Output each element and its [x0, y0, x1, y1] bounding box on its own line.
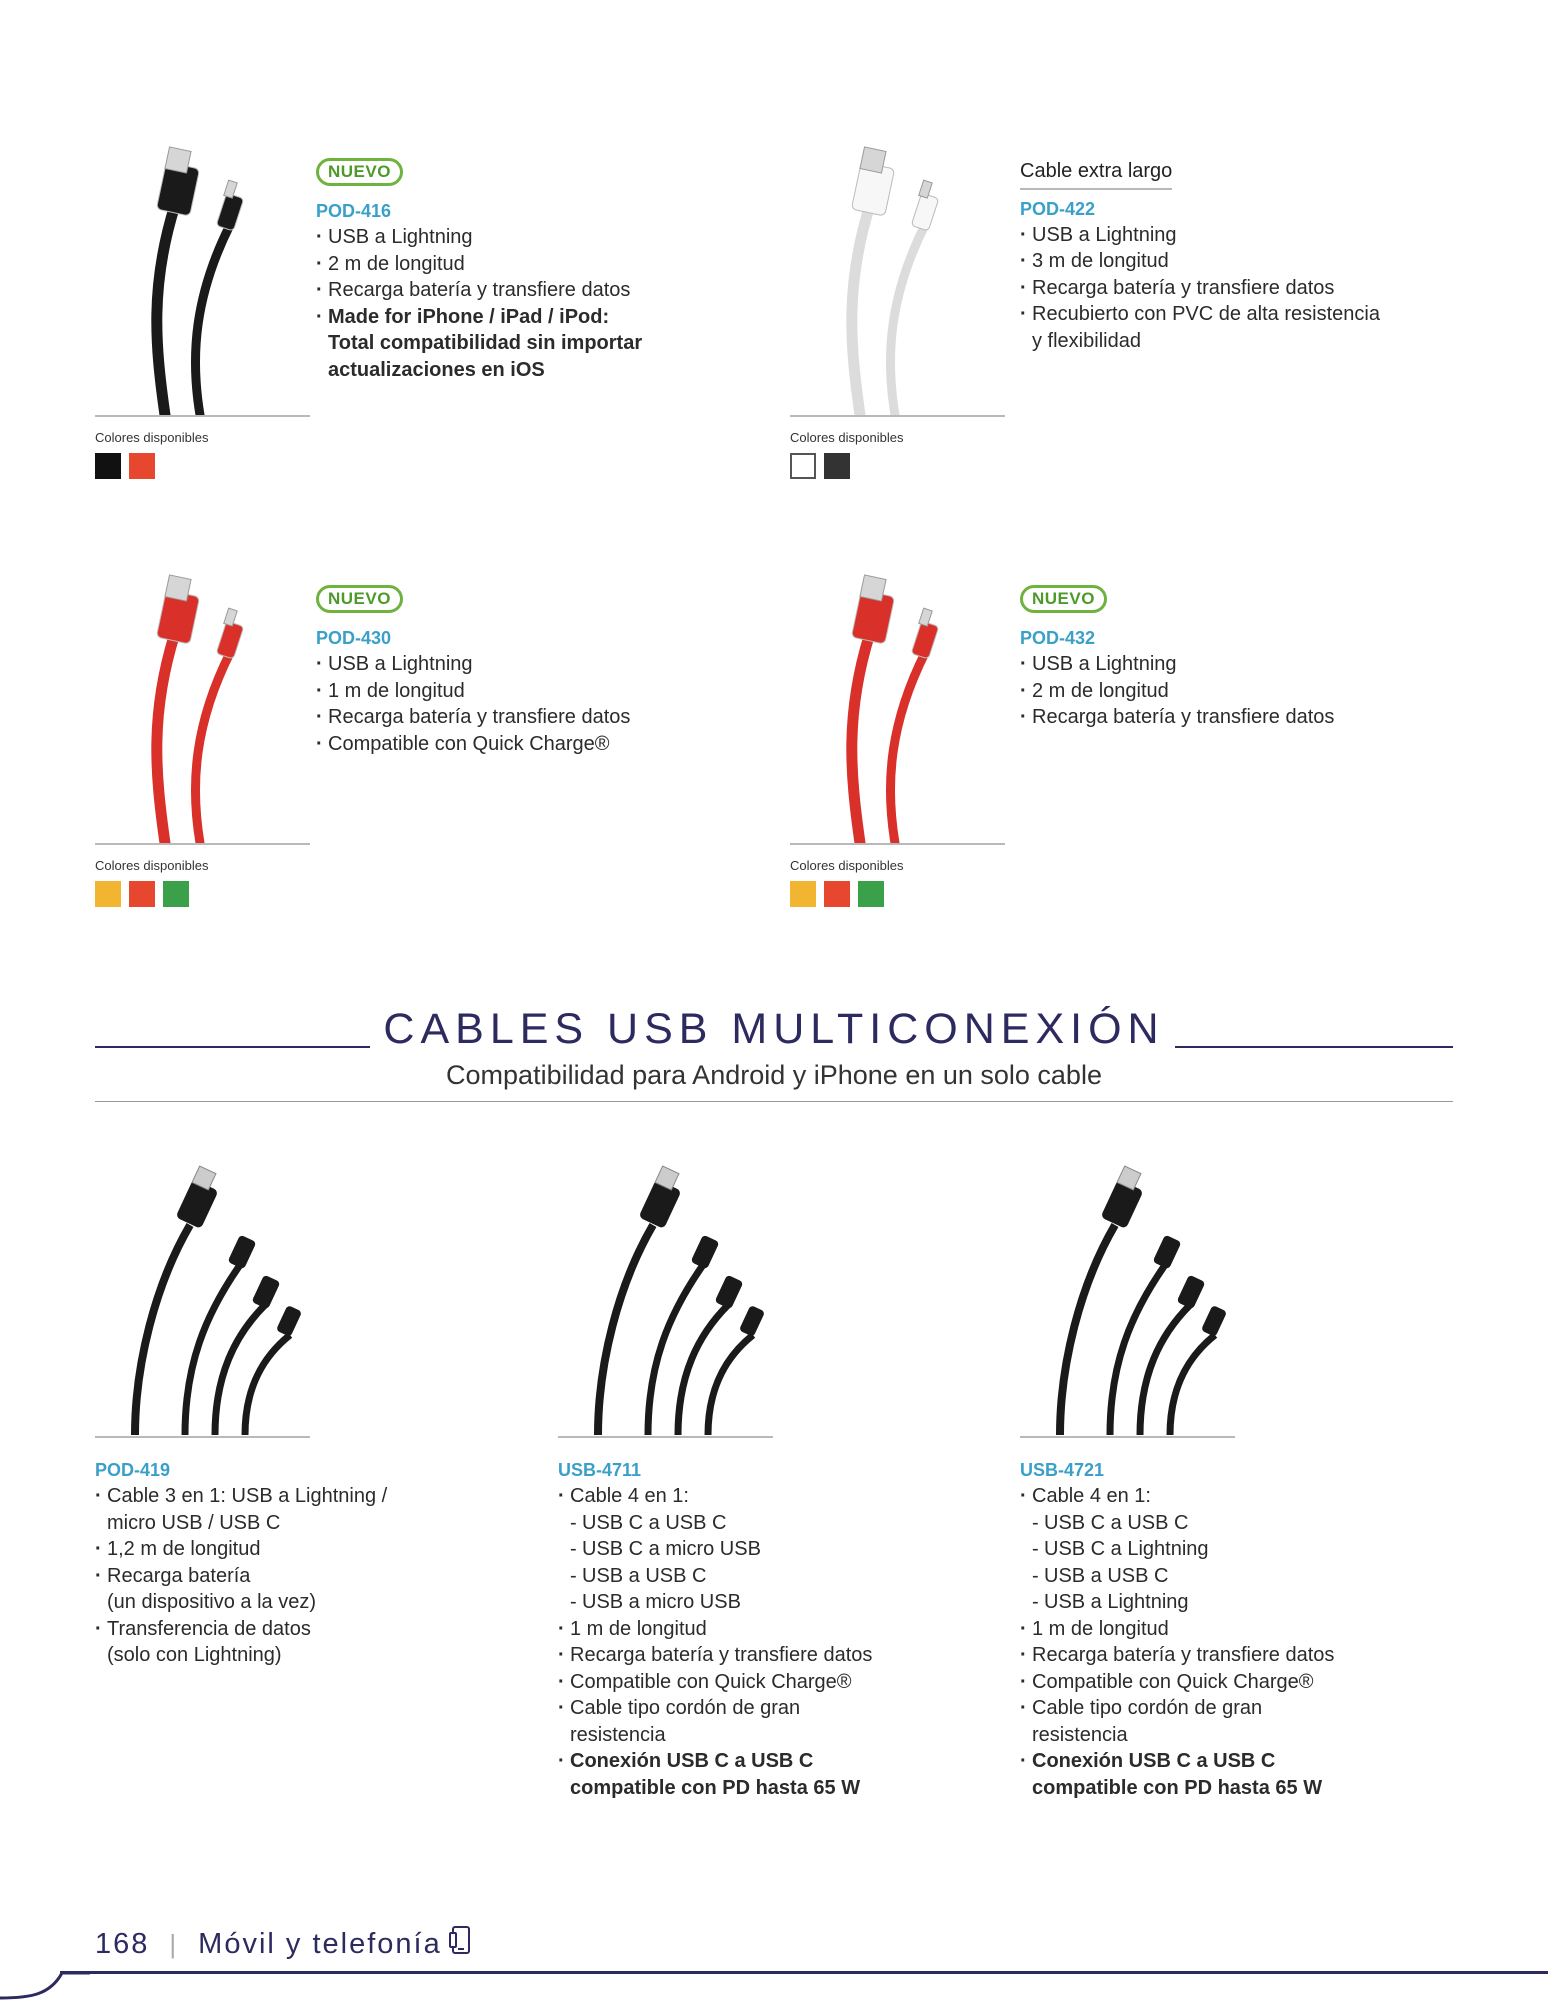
feature-item: · Conexión USB C a USB C — [1020, 1748, 1334, 1775]
feature-item: compatible con PD hasta 65 W — [570, 1776, 861, 1799]
feature-item: · Recarga batería y transfiere datos — [316, 704, 630, 731]
product-image — [95, 1165, 310, 1435]
color-swatch — [824, 453, 850, 479]
new-badge: NUEVO — [316, 158, 403, 186]
new-badge: NUEVO — [316, 585, 403, 613]
color-swatch — [129, 881, 155, 907]
feature-item: · Compatible con Quick Charge® — [316, 731, 630, 758]
colors-label: Colores disponibles — [790, 430, 904, 445]
product-image — [95, 145, 310, 415]
feature-item: - USB a USB C — [558, 1563, 872, 1590]
image-divider — [790, 415, 1005, 417]
product-image — [790, 145, 1005, 415]
image-divider — [95, 1436, 310, 1438]
colors-label: Colores disponibles — [95, 858, 209, 873]
colors-label: Colores disponibles — [790, 858, 904, 873]
product-info — [316, 585, 630, 757]
product-image — [790, 573, 1005, 843]
feature-item: · 2 m de longitud — [1020, 678, 1334, 705]
footer-separator: | — [169, 1928, 179, 1959]
feature-item: - USB a USB C — [1020, 1563, 1334, 1590]
color-swatch — [790, 453, 816, 479]
feature-item: · 1,2 m de longitud — [95, 1536, 387, 1563]
product-info — [558, 1457, 872, 1801]
product-code: POD-419 — [95, 1460, 171, 1480]
feature-item: · Recarga batería y transfiere datos — [316, 277, 642, 304]
product-info — [316, 158, 642, 383]
product-info — [95, 1457, 387, 1669]
product-code: POD-422 — [1020, 198, 1096, 219]
feature-item: · Cable 4 en 1: — [1020, 1483, 1334, 1510]
product-image — [1020, 1165, 1235, 1435]
color-swatches — [790, 881, 884, 907]
color-swatch — [95, 881, 121, 907]
section-subtitle: Compatibilidad para Android y iPhone en un solo cable — [446, 1060, 1102, 1090]
feature-item: · Recarga batería y transfiere datos — [1020, 704, 1334, 731]
feature-item: · 3 m de longitud — [1020, 248, 1380, 275]
feature-item: Total compatibilidad sin importar — [328, 332, 643, 354]
feature-item: · 1 m de longitud — [1020, 1616, 1334, 1643]
feature-item: (un dispositivo a la vez) — [107, 1591, 316, 1613]
page-footer — [95, 1925, 474, 1963]
section-underline — [95, 1101, 1453, 1102]
color-swatch — [824, 881, 850, 907]
feature-item: - USB a micro USB — [558, 1589, 872, 1616]
feature-item: · USB a Lightning — [1020, 222, 1380, 249]
feature-item: y flexibilidad — [1032, 329, 1141, 352]
new-badge: NUEVO — [1020, 585, 1107, 613]
feature-item: - USB a Lightning — [1020, 1589, 1334, 1616]
product-code: POD-430 — [316, 628, 392, 648]
feature-item: · Conexión USB C a USB C — [558, 1748, 872, 1775]
product-code: USB-4721 — [1020, 1460, 1105, 1480]
feature-item: · 1 m de longitud — [558, 1616, 872, 1643]
color-swatches — [790, 453, 850, 479]
feature-item: · Recubierto con PVC de alta resistencia — [1020, 301, 1380, 328]
color-swatch — [129, 453, 155, 479]
feature-item: · 1 m de longitud — [316, 678, 630, 705]
colors-label: Colores disponibles — [95, 430, 209, 445]
feature-item: · Cable tipo cordón de gran — [558, 1695, 872, 1722]
feature-item: · Transferencia de datos — [95, 1616, 387, 1643]
feature-item: · Cable tipo cordón de gran — [1020, 1695, 1334, 1722]
product-info — [1020, 158, 1380, 354]
feature-item: compatible con PD hasta 65 W — [1032, 1776, 1323, 1799]
product-image — [95, 573, 310, 843]
product-code: USB-4711 — [558, 1460, 642, 1480]
product-info — [1020, 585, 1334, 731]
color-swatches — [95, 453, 155, 479]
feature-item: · Cable 3 en 1: USB a Lightning / — [95, 1483, 387, 1510]
feature-item: - USB C a micro USB — [558, 1536, 872, 1563]
footer-section-name: Móvil y telefonía — [198, 1927, 442, 1960]
feature-item: · Recarga batería y transfiere datos — [1020, 1642, 1334, 1669]
product-title: Cable extra largo — [1020, 158, 1172, 190]
feature-item: · Made for iPhone / iPad / iPod: — [316, 304, 642, 331]
color-swatch — [858, 881, 884, 907]
color-swatch — [95, 453, 121, 479]
feature-item: - USB C a USB C — [1020, 1510, 1334, 1537]
feature-item: resistencia — [570, 1723, 666, 1746]
feature-item: · Recarga batería y transfiere datos — [558, 1642, 872, 1669]
feature-item: · USB a Lightning — [1020, 651, 1334, 678]
product-info — [1020, 1457, 1334, 1801]
product-code: POD-432 — [1020, 628, 1096, 648]
feature-item: · Recarga batería y transfiere datos — [1020, 275, 1380, 302]
feature-item: resistencia — [1032, 1723, 1128, 1746]
feature-item: · Recarga batería — [95, 1563, 387, 1590]
feature-item: micro USB / USB C — [107, 1511, 281, 1534]
image-divider — [95, 843, 310, 845]
feature-item: (solo con Lightning) — [107, 1644, 282, 1666]
color-swatch — [790, 881, 816, 907]
product-image — [558, 1165, 773, 1435]
footer-line — [60, 1971, 1548, 1974]
page-number: 168 — [95, 1927, 150, 1960]
image-divider — [95, 415, 310, 417]
color-swatch — [163, 881, 189, 907]
feature-item: · Compatible con Quick Charge® — [558, 1669, 872, 1696]
feature-item: · USB a Lightning — [316, 224, 642, 251]
feature-item: · USB a Lightning — [316, 651, 630, 678]
color-swatches — [95, 881, 189, 907]
section-title: CABLES USB MULTICONEXIÓN — [383, 1005, 1165, 1053]
image-divider — [790, 843, 1005, 845]
feature-item: · Compatible con Quick Charge® — [1020, 1669, 1334, 1696]
product-code: POD-416 — [316, 201, 392, 221]
feature-item: - USB C a Lightning — [1020, 1536, 1334, 1563]
phone-icon — [448, 1925, 474, 1963]
image-divider — [558, 1436, 773, 1438]
feature-item: actualizaciones en iOS — [328, 358, 545, 381]
feature-item: - USB C a USB C — [558, 1510, 872, 1537]
feature-item: · Cable 4 en 1: — [558, 1483, 872, 1510]
image-divider — [1020, 1436, 1235, 1438]
feature-item: · 2 m de longitud — [316, 251, 642, 278]
